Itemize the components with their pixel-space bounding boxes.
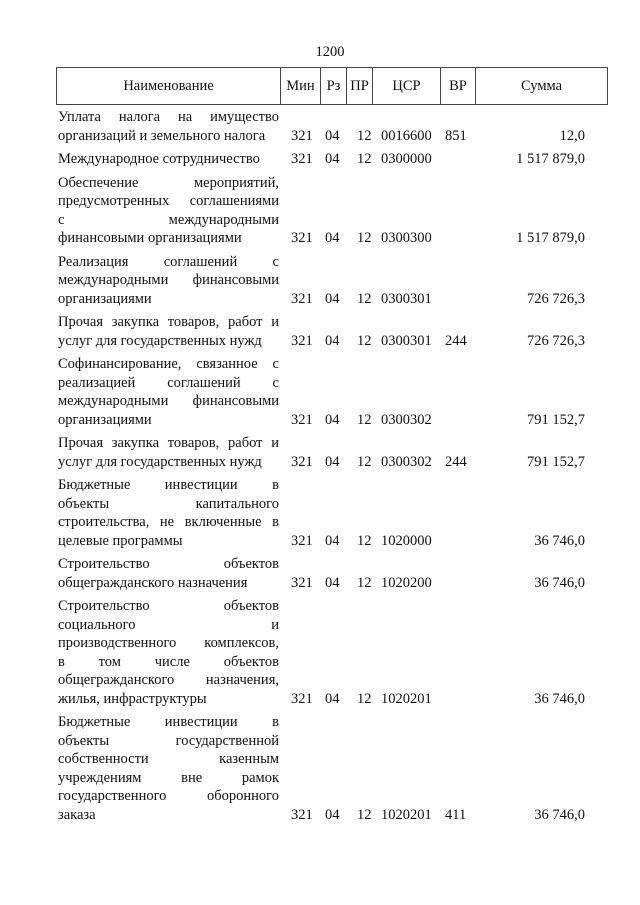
header-rz: Рз <box>321 68 347 104</box>
row-name-line: общегражданского назначения, <box>58 672 279 688</box>
cell-min: 321 <box>291 230 313 246</box>
row-name-line: производственного комплексов, <box>58 635 279 651</box>
row-name-line: Софинансирование, связанное с <box>58 356 279 372</box>
cell-pr: 12 <box>357 332 372 349</box>
cell-vr: 411 <box>445 806 467 823</box>
cell-min: 321 <box>291 290 313 307</box>
cell-min: 321 <box>291 574 313 591</box>
cell-pr: 12 <box>357 532 372 549</box>
row-name-line: услуг для государственных нужд <box>58 453 262 470</box>
row-name-line: в том числе объектов <box>58 653 279 670</box>
cell-min: 321 <box>291 690 313 707</box>
cell-sum: 791 152,7 <box>527 411 585 428</box>
cell-csr: 0016600 <box>381 127 432 144</box>
row-name-line: организаций и земельного налога <box>58 127 266 144</box>
cell-sum: 726 726,3 <box>527 290 585 307</box>
cell-sum: 36 746,0 <box>534 574 585 591</box>
table-row <box>0 169 640 248</box>
cell-rz: 04 <box>325 453 340 470</box>
cell-csr: 0300000 <box>381 151 432 167</box>
table-body <box>0 108 640 824</box>
cell-vr: 244 <box>445 332 467 349</box>
row-name-line: заказа <box>58 806 96 823</box>
header-csr: ЦСР <box>373 68 441 104</box>
row-name <box>58 434 279 471</box>
cell-sum: 1 517 879,0 <box>516 151 585 167</box>
table-row <box>0 248 640 309</box>
row-name <box>58 355 279 429</box>
cell-min: 321 <box>291 127 313 144</box>
cell-sum: 791 152,7 <box>527 453 585 470</box>
row-name <box>58 108 279 145</box>
row-name <box>58 150 279 169</box>
cell-rz: 04 <box>325 690 340 707</box>
table-row <box>0 592 640 708</box>
row-name-line: с международными <box>58 211 279 228</box>
cell-csr: 1020200 <box>381 574 432 591</box>
table-row <box>0 308 640 350</box>
cell-pr: 12 <box>357 690 372 707</box>
row-name-line: услуг для государственных нужд <box>58 332 262 349</box>
header-min: Мин <box>281 68 321 104</box>
row-name-line: финансовыми организациями <box>58 230 242 246</box>
cell-vr: 851 <box>445 127 467 144</box>
cell-csr: 1020201 <box>381 690 432 707</box>
row-name-line: целевые программы <box>58 532 183 549</box>
row-name-line: предусмотренных соглашениями <box>58 193 279 209</box>
row-name-line: Обеспечение мероприятий, <box>58 174 279 191</box>
page-number: 1200 <box>315 44 345 60</box>
cell-rz: 04 <box>325 127 340 144</box>
row-name-line: Прочая закупка товаров, работ и <box>58 435 279 451</box>
cell-sum: 36 746,0 <box>534 806 585 823</box>
cell-rz: 04 <box>325 332 340 349</box>
header-pr: ПР <box>347 68 373 104</box>
cell-csr: 0300302 <box>381 411 432 428</box>
row-name-line: Строительство объектов <box>58 598 279 614</box>
cell-pr: 12 <box>357 151 372 167</box>
cell-csr: 0300300 <box>381 230 432 246</box>
cell-csr: 0300301 <box>381 332 432 349</box>
cell-sum: 36 746,0 <box>534 690 585 707</box>
row-name-line: учреждениям вне рамок <box>58 769 279 786</box>
row-name-line: Международное сотрудничество <box>58 151 260 167</box>
row-name-line: социального и <box>58 616 279 633</box>
cell-min: 321 <box>291 806 313 823</box>
row-name-line: Реализация соглашений с <box>58 253 279 270</box>
row-name-line: объекты капитального <box>58 495 279 512</box>
row-name <box>58 597 279 708</box>
row-name-line: собственности казенным <box>58 751 279 767</box>
header-sum: Сумма <box>520 78 563 94</box>
cell-sum: 12,0 <box>559 127 585 144</box>
cell-rz: 04 <box>325 806 340 823</box>
table-row <box>0 350 640 429</box>
cell-csr: 0300302 <box>381 453 432 470</box>
cell-min: 321 <box>291 411 313 428</box>
cell-pr: 12 <box>357 453 372 470</box>
cell-csr: 0300301 <box>381 290 432 307</box>
cell-pr: 12 <box>357 127 372 144</box>
row-name-line: организациями <box>58 290 152 307</box>
cell-pr: 12 <box>357 230 372 246</box>
cell-sum: 726 726,3 <box>527 332 585 349</box>
cell-pr: 12 <box>357 806 372 823</box>
row-name <box>58 476 279 550</box>
cell-rz: 04 <box>325 574 340 591</box>
cell-vr: 244 <box>445 453 467 470</box>
cell-rz: 04 <box>325 230 340 246</box>
row-name-line: международными финансовыми <box>58 393 279 409</box>
row-name-line: объекты государственной <box>58 732 279 749</box>
table-row <box>0 550 640 592</box>
table-row <box>0 429 640 471</box>
cell-pr: 12 <box>357 411 372 428</box>
row-name <box>58 253 279 309</box>
row-name-line: реализацией соглашений с <box>58 374 279 391</box>
table-row <box>0 145 640 169</box>
row-name-line: Бюджетные инвестиции в <box>58 714 279 730</box>
cell-sum: 36 746,0 <box>534 532 585 549</box>
table-row <box>0 108 640 145</box>
row-name-line: Бюджетные инвестиции в <box>58 477 279 493</box>
row-name-line: строительства, не включенные в <box>58 514 279 530</box>
table-row <box>0 708 640 824</box>
row-name-line: государственного оборонного <box>58 788 279 804</box>
cell-csr: 1020000 <box>381 532 432 549</box>
row-name-line: жилья, инфраструктуры <box>58 690 207 707</box>
row-name-line: организациями <box>58 411 152 428</box>
row-name <box>58 713 279 824</box>
row-name-line: Уплата налога на имущество <box>58 109 279 125</box>
row-name-line: общегражданского назначения <box>58 574 248 591</box>
row-name <box>58 313 279 350</box>
cell-pr: 12 <box>357 574 372 591</box>
cell-csr: 1020201 <box>381 806 432 823</box>
row-name-line: Строительство объектов <box>58 556 279 572</box>
cell-rz: 04 <box>325 290 340 307</box>
table-header <box>56 67 608 105</box>
cell-min: 321 <box>291 532 313 549</box>
cell-rz: 04 <box>325 151 340 167</box>
cell-min: 321 <box>291 453 313 470</box>
header-name: Наименование <box>57 68 281 104</box>
cell-rz: 04 <box>325 532 340 549</box>
cell-min: 321 <box>291 151 313 167</box>
cell-pr: 12 <box>357 290 372 307</box>
cell-sum: 1 517 879,0 <box>516 230 585 246</box>
row-name-line: международными финансовыми <box>58 272 279 288</box>
cell-rz: 04 <box>325 411 340 428</box>
row-name-line: Прочая закупка товаров, работ и <box>58 314 279 330</box>
header-vr: ВР <box>441 68 476 104</box>
cell-min: 321 <box>291 332 313 349</box>
table-row <box>0 471 640 550</box>
row-name <box>58 555 279 592</box>
row-name <box>58 174 279 248</box>
